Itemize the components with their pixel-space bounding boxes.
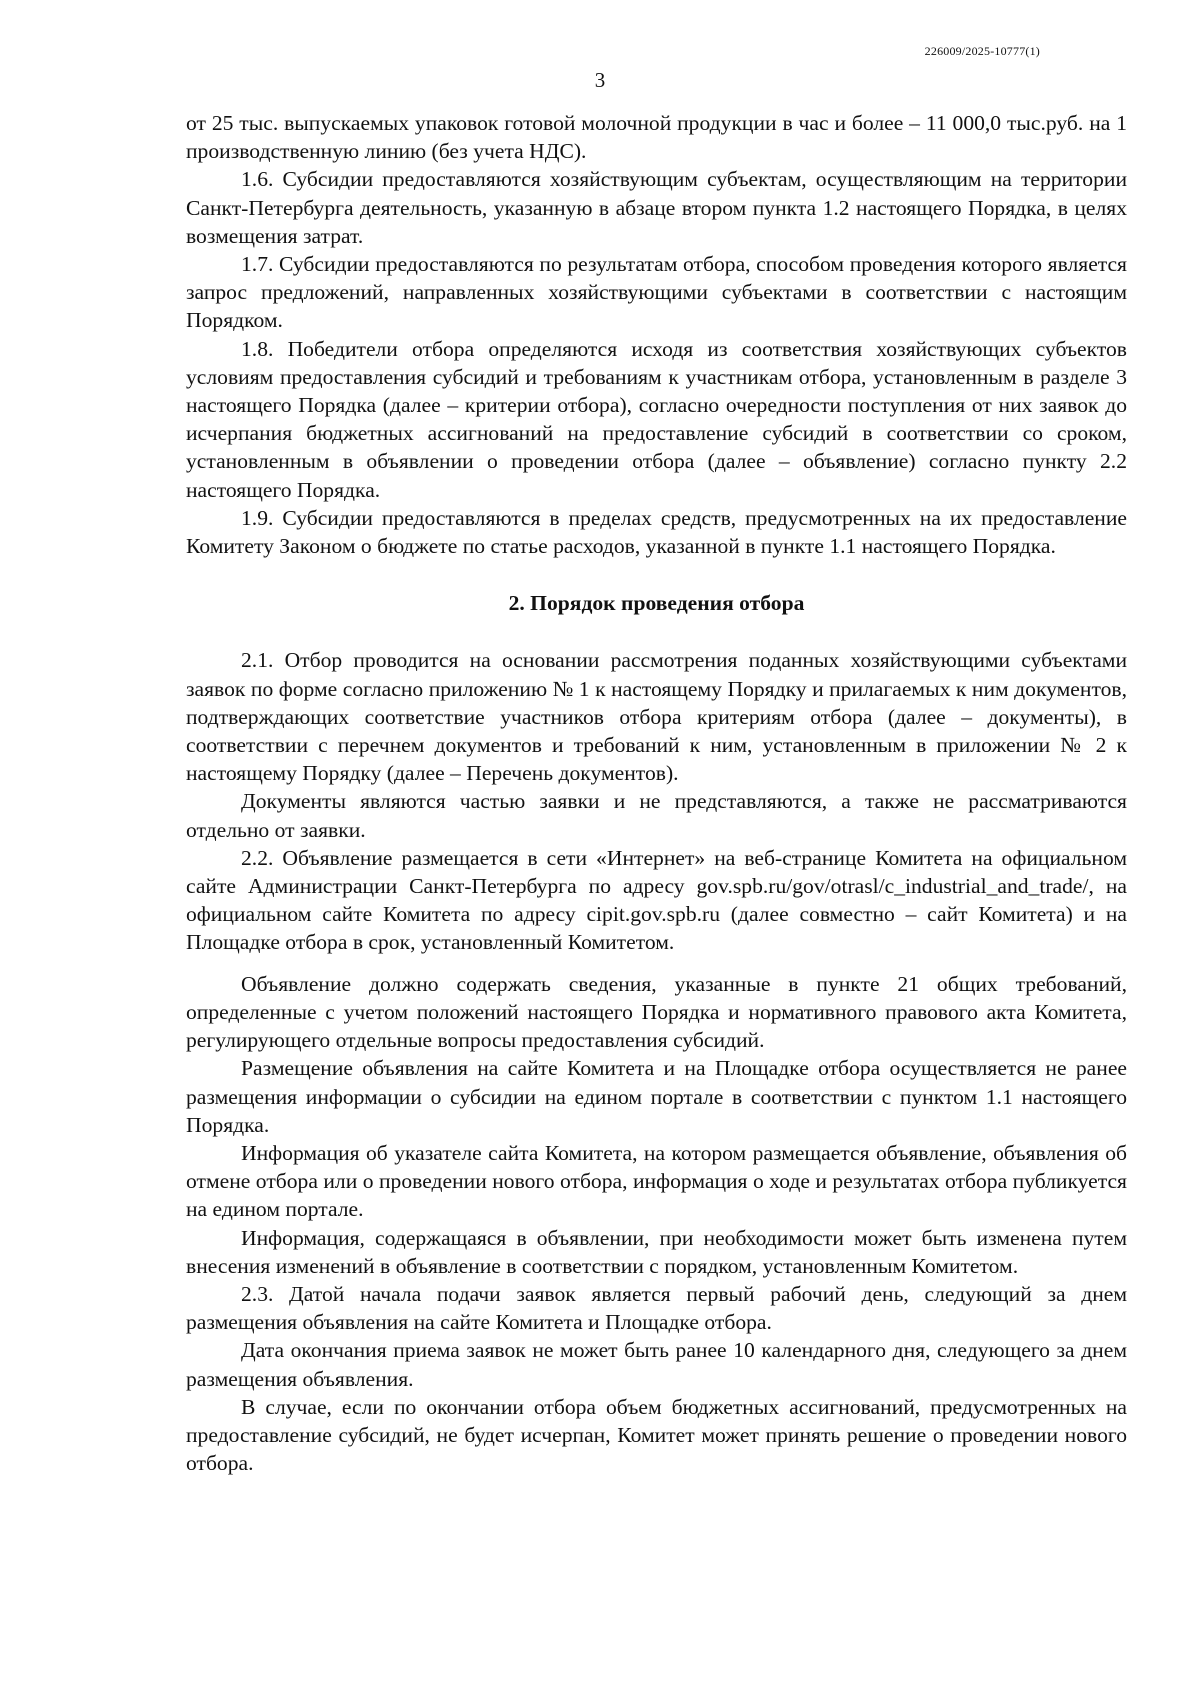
paragraph-deadline: Дата окончания приема заявок не может быть ранее 10 календарного дня, следующего за днем размещения объявления. — [186, 1338, 1127, 1391]
paragraph-1-9: 1.9. Субсидии предоставляются в пределах средств, предусмотренных на их предоставление Комитету Законом о бюджете по статье расходов, указанной в пункте 1.1 настоящего Порядка. — [186, 505, 1127, 559]
paragraph-announcement-changes: Информация, содержащаяся в объявлении, при необходимости может быть изменена путем внесения изменений в объявление в соответствии с порядком, установленным Комитетом. — [186, 1225, 1127, 1278]
paragraph-new-selection: В случае, если по окончании отбора объем бюджетных ассигнований, предусмотренных на предоставление субсидий, не будет исчерпан, Комитет может принять решение о проведении нового отбора. — [186, 1394, 1127, 1476]
paragraph-site-pointer-info: Информация об указателе сайта Комитета, на котором размещается объявление, объявления об отмене отбора или о проведении нового отбора, информация о ходе и результатах отбора публикуется на едином портале. — [186, 1140, 1127, 1222]
paragraph-2-3: 2.3. Датой начала подачи заявок является первый рабочий день, следующий за днем размещения объявления на сайте Комитета и Площадке отбора. — [186, 1281, 1127, 1335]
document-registration-number: 226009/2025-10777(1) — [924, 44, 1040, 58]
paragraph-documents: Документы являются частью заявки и не представляются, а также не рассматриваются отдельно от заявки. — [186, 789, 1127, 842]
paragraph-2-2: 2.2. Объявление размещается в сети «Интернет» на веб-странице Комитета на официальном сайте Администрации Санкт-Петербурга по адресу gov.spb.ru/gov/otrasl/c_industrial_and_trade/, на официальном сайте Комитета по адресу cipit.gov.spb.ru (далее совместно – сайт Комитета) и на Площадке отбора в срок, установленный Комитетом. — [186, 845, 1127, 955]
paragraph-announcement-placement: Размещение объявления на сайте Комитета и на Площадке отбора осуществляется не ранее размещения информации о субсидии на едином портале в соответствии с пунктом 1.1 настоящего Порядка. — [186, 1056, 1127, 1137]
document-body — [186, 109, 1127, 1477]
paragraph-announcement-content: Объявление должно содержать сведения, указанные в пункте 21 общих требований, определенные с учетом положений настоящего Порядка и нормативного правового акта Комитета, регулирующего отдельные вопросы предоставления субсидий. — [186, 971, 1127, 1053]
paragraph-1-7: 1.7. Субсидии предоставляются по результатам отбора, способом проведения которого является запрос предложений, направленных хозяйствующими субъектами в соответствии с настоящим Порядком. — [186, 252, 1127, 333]
paragraph-continuation: от 25 тыс. выпускаемых упаковок готовой молочной продукции в час и более – 11 000,0 тыс.руб. на 1 производственную линию (без учета НДС). — [186, 111, 1127, 164]
page-number: 3 — [594, 68, 606, 92]
paragraph-1-6: 1.6. Субсидии предоставляются хозяйствующим субъектам, осуществляющим на территории Санкт-Петербурга деятельность, указанную в абзаце втором пункта 1.2 настоящего Порядка, в целях возмещения затрат. — [186, 167, 1127, 248]
section-2-heading: 2. Порядок проведения отбора — [508, 591, 805, 616]
paragraph-2-1: 2.1. Отбор проводится на основании рассмотрения поданных хозяйствующими субъектами заявок по форме согласно приложению № 1 к настоящему Порядку и прилагаемых к ним документов, подтверждающих соответствие участников отбора критериям отбора (далее – документы), в соответствии с перечнем документов и требований к ним, установленным в приложении № 2 к настоящему Порядку (далее – Перечень документов). — [186, 648, 1127, 786]
paragraph-1-8: 1.8. Победители отбора определяются исходя из соответствия хозяйствующих субъектов условиям предоставления субсидий и требованиям к участникам отбора, установленным в разделе 3 настоящего Порядка (далее – критерии отбора), согласно очередности поступления от них заявок до исчерпания бюджетных ассигнований на предоставление субсидий в соответствии со сроком, установленным в объявлении о проведении отбора (далее – объявление) согласно пункту 2.2 настоящего Порядка. — [186, 336, 1127, 502]
